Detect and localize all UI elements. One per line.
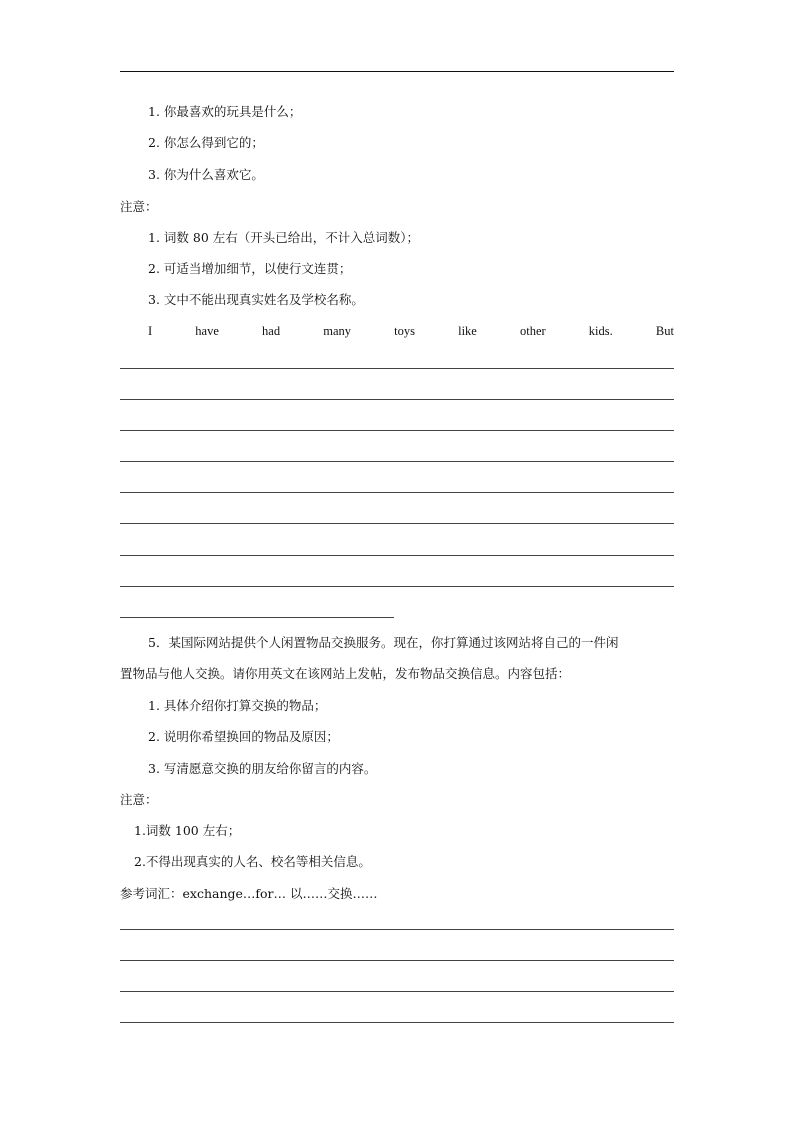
writing-line[interactable] xyxy=(120,399,674,400)
header-rule xyxy=(120,71,674,72)
writing-line[interactable] xyxy=(120,368,674,369)
writing-line[interactable] xyxy=(120,991,674,992)
essay-opening xyxy=(148,322,674,340)
s5-item-3: 3. 写清愿意交换的朋友给你留言的内容。 xyxy=(148,761,377,776)
s5-note-label: 注意： xyxy=(120,792,158,807)
opening-word: like xyxy=(458,324,477,338)
s4-item-2: 2. 你怎么得到它的； xyxy=(148,135,264,150)
opening-word: kids. xyxy=(588,324,613,338)
s4-note-2: 2. 可适当增加细节，以使行文连贯； xyxy=(148,261,352,276)
writing-line[interactable] xyxy=(120,430,674,431)
s5-item-2: 2. 说明你希望换回的物品及原因； xyxy=(148,729,339,744)
s5-note-1: 1.词数 100 左右； xyxy=(134,823,241,838)
opening-word: other xyxy=(519,324,546,338)
writing-line[interactable] xyxy=(120,555,674,556)
s5-intro-line-1: 5．某国际网站提供个人闲置物品交换服务。现在，你打算通过该网站将自己的一件闲 xyxy=(148,635,619,650)
writing-line[interactable] xyxy=(120,960,674,961)
s4-item-1: 1. 你最喜欢的玩具是什么； xyxy=(148,104,302,119)
writing-line[interactable] xyxy=(120,929,674,930)
writing-line[interactable] xyxy=(120,461,674,462)
s5-note-2: 2.不得出现真实的人名、校名等相关信息。 xyxy=(134,854,371,869)
s4-note-1: 1. 词数 80 左右（开头已给出，不计入总词数）； xyxy=(148,230,420,245)
s4-note-3: 3. 文中不能出现真实姓名及学校名称。 xyxy=(148,292,364,307)
opening-word: I xyxy=(148,324,153,338)
s4-note-label: 注意： xyxy=(120,199,158,214)
opening-word: have xyxy=(195,324,219,338)
writing-line[interactable] xyxy=(120,492,674,493)
writing-line[interactable] xyxy=(120,1022,674,1023)
opening-word: toys xyxy=(394,324,415,338)
opening-word: But xyxy=(655,324,674,338)
opening-word: many xyxy=(323,324,351,338)
s5-intro-line-2: 置物品与他人交换。请你用英文在该网站上发帖，发布物品交换信息。内容包括： xyxy=(120,666,571,681)
s5-vocab: 参考词汇：exchange…for… 以……交换…… xyxy=(120,886,378,901)
s5-item-1: 1. 具体介绍你打算交换的物品； xyxy=(148,698,327,713)
writing-line[interactable] xyxy=(120,586,674,587)
s4-item-3: 3. 你为什么喜欢它。 xyxy=(148,167,264,182)
writing-line[interactable] xyxy=(120,523,674,524)
opening-word: had xyxy=(262,324,281,338)
writing-line-short[interactable] xyxy=(120,617,394,618)
